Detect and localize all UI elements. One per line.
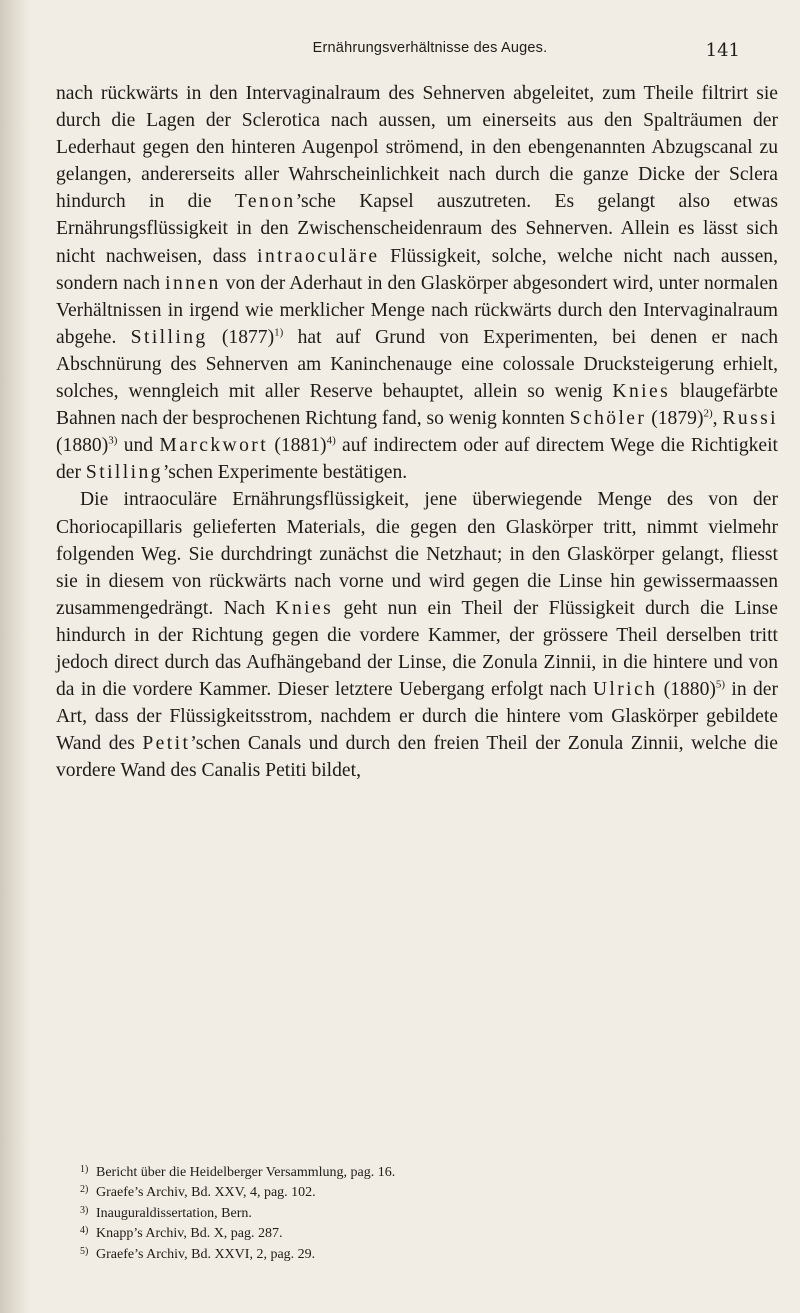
page-number: 141	[705, 40, 740, 61]
footnote-ref: 1)	[274, 326, 284, 339]
text-run: auf indirectem oder auf directem Wege die Richtigkeit der	[56, 435, 778, 484]
text-run: in der Art, dass der Flüssigkeitsstrom, nachdem er durch die hintere vom Glaskörper gebildete Wand des	[56, 679, 778, 755]
text-run: hat auf Grund von Experimenten, bei denen er nach Abschnürung des Sehnerven am Kaninchenauge eine colossale Drucksteigerung erhielt, solches, wenngleich mit aller Reserve behauptet, allein so wenig	[56, 326, 778, 403]
spaced-name: intraoculäre	[257, 245, 380, 267]
footnotes	[80, 1163, 740, 1265]
text-run: (1877)	[207, 326, 275, 348]
footnote-ref: 4)	[326, 434, 336, 447]
footnote	[80, 1245, 740, 1265]
footnote-text: Inauguraldissertation, Bern.	[96, 1205, 252, 1221]
footnote-mark: 2)	[80, 1184, 89, 1196]
text-run: ’schen Canals und durch den freien Theil der Zonula Zinnii, welche die vordere Wand des Canalis Petiti bildet,	[56, 733, 778, 782]
footnote-mark: 4)	[80, 1225, 89, 1237]
page-binding-shadow	[0, 0, 30, 1313]
text-run: (1880)	[657, 679, 716, 701]
footnote-text: Graefe’s Archiv, Bd. XXV, 4, pag. 102.	[96, 1185, 316, 1201]
text-run: (1881)	[268, 435, 327, 457]
paragraph	[56, 80, 778, 486]
running-title: Ernährungsverhältnisse des Auges.	[312, 40, 548, 56]
spaced-name: Knies	[612, 381, 671, 403]
spaced-name: Ulrich	[592, 679, 658, 701]
text-run: (1879)	[646, 408, 704, 430]
text-run: ’sche Kapsel auszutreten. Es gelangt also etwas Ernährungsflüssigkeit in den Zwischenscheidenraum des Sehnerven. Allein es lässt sich nicht nachweisen, dass	[56, 191, 778, 267]
footnote	[80, 1183, 740, 1203]
spaced-name: Petit	[142, 733, 191, 755]
footnote-ref: 3)	[108, 434, 118, 447]
spaced-name: Stilling	[85, 462, 163, 484]
spaced-name: innen	[165, 272, 221, 294]
footnote-mark: 1)	[80, 1164, 89, 1175]
spaced-name: Knies	[275, 597, 334, 619]
text-run: ’schen Experimente bestätigen.	[162, 462, 408, 484]
spaced-name: Schöler	[569, 408, 647, 430]
footnote	[80, 1204, 740, 1224]
text-run: geht nun ein Theil der Flüssigkeit durch die Linse hindurch in der Richtung gegen die vordere Kammer, der grössere Theil derselben tritt jedoch direct durch das Aufhängeband der Linse, die Zonula Zinnii, in die hintere und von da in die vordere Kammer. Dieser letztere Uebergang erfolgt nach	[56, 597, 778, 701]
spaced-name: Russi	[722, 408, 779, 430]
running-head	[120, 40, 740, 66]
footnote-text: Graefe’s Archiv, Bd. XXVI, 2, pag. 29.	[96, 1246, 316, 1262]
text-run: (1880)	[56, 435, 109, 457]
text-run: ,	[712, 408, 723, 430]
text-run: Flüssigkeit, solche, welche nicht nach aussen, sondern nach	[56, 245, 778, 294]
text-run: von der Aderhaut in den Glaskörper abgesondert wird, unter normalen Verhältnissen in irgend wie merklicher Menge nach rückwärts durch den Intervaginalraum abgehe.	[56, 272, 778, 348]
footnote-text: Knapp’s Archiv, Bd. X, pag. 287.	[96, 1226, 283, 1242]
spaced-name: Marckwort	[159, 435, 269, 457]
footnote	[80, 1224, 740, 1244]
footnote-mark: 3)	[80, 1204, 89, 1216]
paragraph	[56, 486, 778, 784]
footnote-mark: 5)	[80, 1245, 89, 1257]
footnote	[80, 1163, 740, 1183]
body-text	[56, 80, 778, 784]
text-run: Die intraoculäre Ernährungsflüssigkeit, jene überwiegende Menge des von der Choriocapillaris gelieferten Materials, die gegen den Glaskörper tritt, nimmt vielmehr folgenden Weg. Sie durchdringt zunächst die Netzhaut; in den Glaskörper gelangt, fliesst sie in diesem von rückwärts nach vorne und wird gegen die Linse hin gewissermaassen zusammengedrängt. Nach	[56, 489, 778, 619]
footnote-ref: 5)	[715, 678, 726, 691]
text-run: blaugefärbte Bahnen nach der besprochenen Richtung fand, so wenig konnten	[56, 381, 778, 430]
footnote-text: Bericht über die Heidelberger Versammlung, pag. 16.	[96, 1165, 396, 1180]
text-run: nach rückwärts in den Intervaginalraum des Sehnerven abgeleitet, zum Theile filtrirt sie durch die Lagen der Sclerotica nach aussen, um einerseits aus den Spalträumen der Lederhaut gegen den hinteren Augenpol strömend, in den ebengenannten Abzugscanal zu gelangen, andererseits aller Wahrscheinlichkeit nach durch die ganze Dicke der Sclera hindurch in die	[56, 83, 778, 213]
text-run: und	[117, 435, 160, 457]
spaced-name: Tenon	[234, 191, 296, 213]
footnote-ref: 2)	[703, 407, 713, 420]
spaced-name: Stilling	[130, 326, 208, 348]
